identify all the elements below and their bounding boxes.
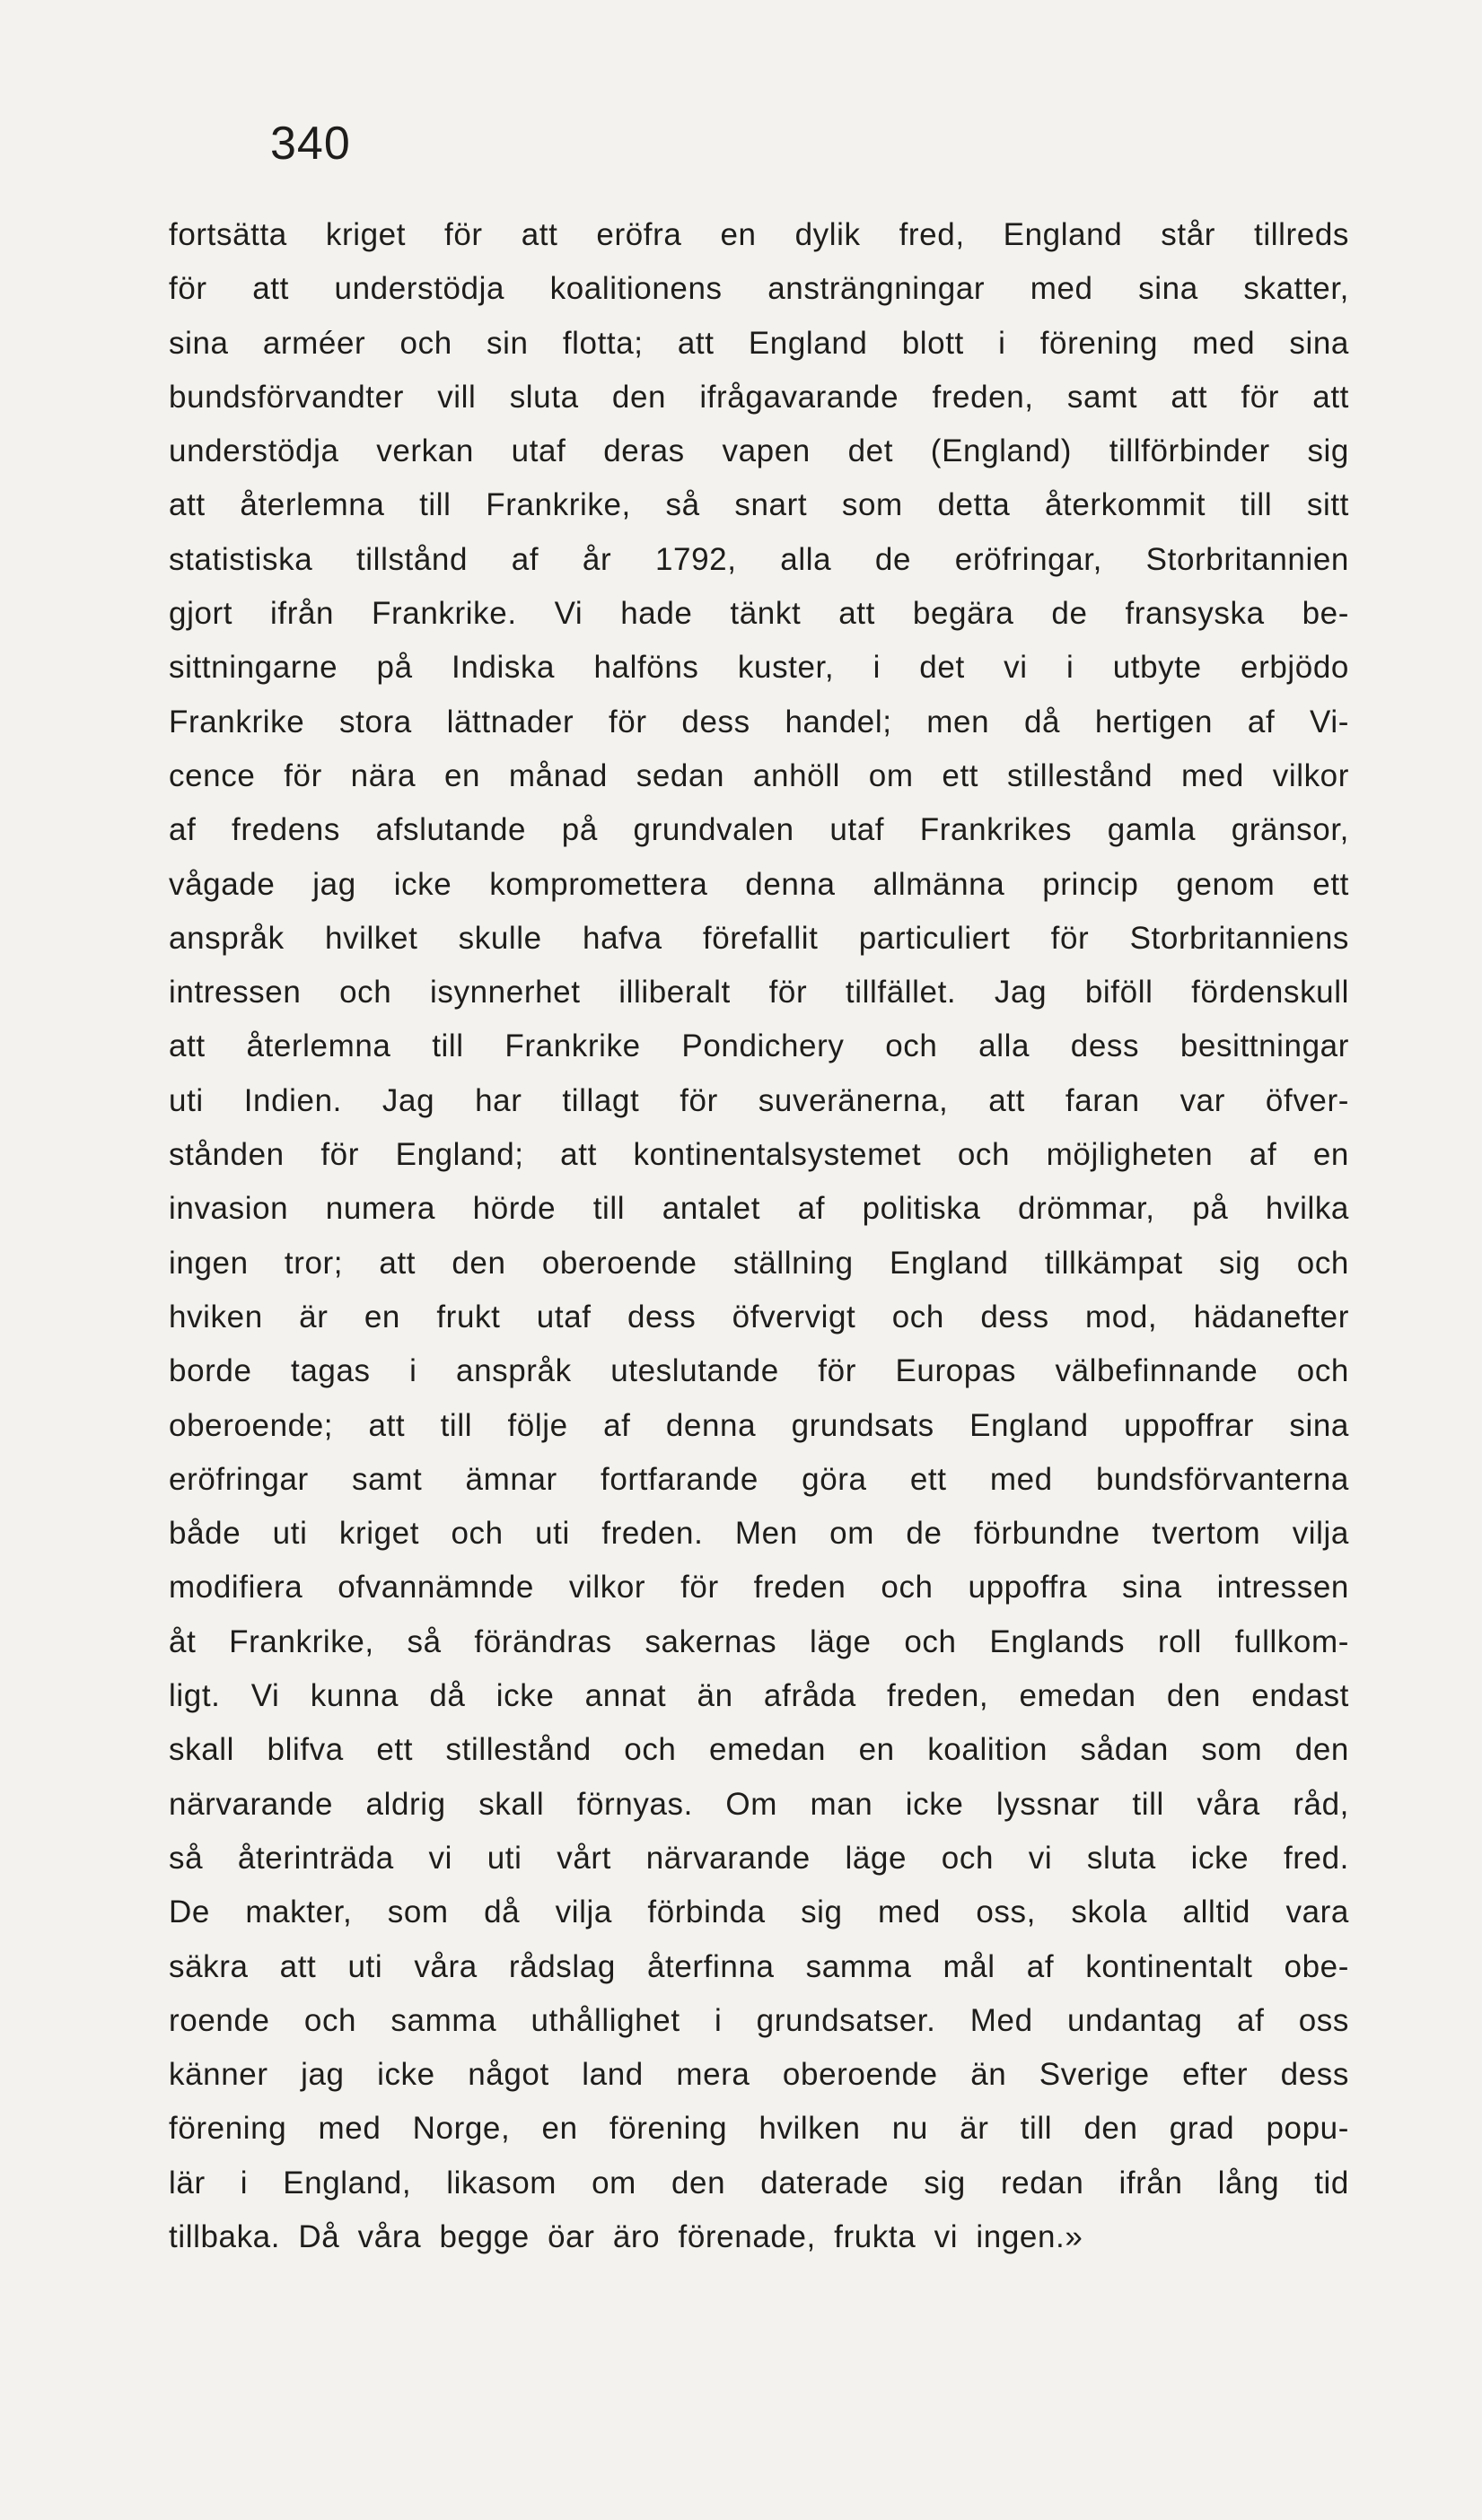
text-line: statistiska tillstånd af år 1792, alla de eröfringar, Storbritannien bbox=[169, 541, 1349, 577]
text-line: bundsförvandter vill sluta den ifrågavarande freden, samt att för att bbox=[169, 379, 1349, 415]
text-line: cence för nära en månad sedan anhöll om ett stillestånd med vilkor bbox=[169, 757, 1349, 793]
text-line: förening med Norge, en förening hvilken nu är till den grad popu- bbox=[169, 2111, 1349, 2147]
text-line: fortsätta kriget för att eröfra en dylik fred, England står tillreds bbox=[169, 217, 1349, 252]
text-line: intressen och isynnerhet illiberalt för tillfället. Jag biföll fördenskull bbox=[169, 975, 1349, 1011]
text-line: hviken är en frukt utaf dess öfvervigt och dess mod, hädanefter bbox=[169, 1299, 1349, 1334]
text-line: De makter, som då vilja förbinda sig med oss, skola alltid vara bbox=[169, 1894, 1349, 1930]
text-line: att återlemna till Frankrike, så snart som detta återkommit till sitt bbox=[169, 487, 1349, 523]
page-number: 340 bbox=[270, 118, 351, 170]
text-line: säkra att uti våra rådslag återfinna samma mål af kontinentalt obe- bbox=[169, 1948, 1349, 1984]
body-text bbox=[169, 208, 1349, 2264]
text-line: roende och samma uthållighet i grundsatser. Med undantag af oss bbox=[169, 2002, 1349, 2038]
text-line: känner jag icke något land mera oberoende än Sverige efter dess bbox=[169, 2057, 1349, 2093]
text-line: sittningarne på Indiska halföns kuster, i det vi i utbyte erbjödo bbox=[169, 650, 1349, 686]
text-line: vågade jag icke kompromettera denna allmänna princip genom ett bbox=[169, 866, 1349, 902]
text-line: Frankrike stora lättnader för dess handel; men då hertigen af Vi- bbox=[169, 704, 1349, 739]
text-line: närvarande aldrig skall förnyas. Om man icke lyssnar till våra råd, bbox=[169, 1786, 1349, 1822]
text-line: anspråk hvilket skulle hafva förefallit particuliert för Storbritanniens bbox=[169, 920, 1349, 956]
text-line: både uti kriget och uti freden. Men om de förbundne tvertom vilja bbox=[169, 1516, 1349, 1552]
text-line: sina arméer och sin flotta; att England blott i förening med sina bbox=[169, 325, 1349, 361]
text-line: ingen tror; att den oberoende ställning England tillkämpat sig och bbox=[169, 1245, 1349, 1281]
text-line: åt Frankrike, så förändras sakernas läge och Englands roll fullkom- bbox=[169, 1623, 1349, 1659]
text-line: så återinträda vi uti vårt närvarande läge och vi sluta icke fred. bbox=[169, 1840, 1349, 1876]
text-line: modifiera ofvannämnde vilkor för freden och uppoffra sina intressen bbox=[169, 1570, 1349, 1606]
text-line: uti Indien. Jag har tillagt för suveränerna, att faran var öfver- bbox=[169, 1082, 1349, 1118]
text-line: lär i England, likasom om den daterade sig redan ifrån lång tid bbox=[169, 2165, 1349, 2201]
text-line: ligt. Vi kunna då icke annat än afråda freden, emedan den endast bbox=[169, 1678, 1349, 1714]
text-line: gjort ifrån Frankrike. Vi hade tänkt att begära de fransyska be- bbox=[169, 596, 1349, 632]
text-line: understödja verkan utaf deras vapen det (England) tillförbinder sig bbox=[169, 433, 1349, 469]
text-line: borde tagas i anspråk uteslutande för Europas välbefinnande och bbox=[169, 1353, 1349, 1389]
text-line: invasion numera hörde till antalet af politiska drömmar, på hvilka bbox=[169, 1191, 1349, 1227]
text-line: eröfringar samt ämnar fortfarande göra ett med bundsförvanterna bbox=[169, 1461, 1349, 1497]
text-line: oberoende; att till följe af denna grundsats England uppoffrar sina bbox=[169, 1407, 1349, 1443]
text-line: skall blifva ett stillestånd och emedan en koalition sådan som den bbox=[169, 1732, 1349, 1768]
text-line: tillbaka. Då våra begge öar äro förenade, frukta vi ingen.» bbox=[169, 2218, 1083, 2254]
text-line: stånden för England; att kontinentalsystemet och möjligheten af en bbox=[169, 1137, 1349, 1173]
text-line: för att understödja koalitionens ansträngningar med sina skatter, bbox=[169, 271, 1349, 307]
text-line: af fredens afslutande på grundvalen utaf Frankrikes gamla gränsor, bbox=[169, 812, 1349, 848]
text-line: att återlemna till Frankrike Pondichery och alla dess besittningar bbox=[169, 1028, 1349, 1064]
